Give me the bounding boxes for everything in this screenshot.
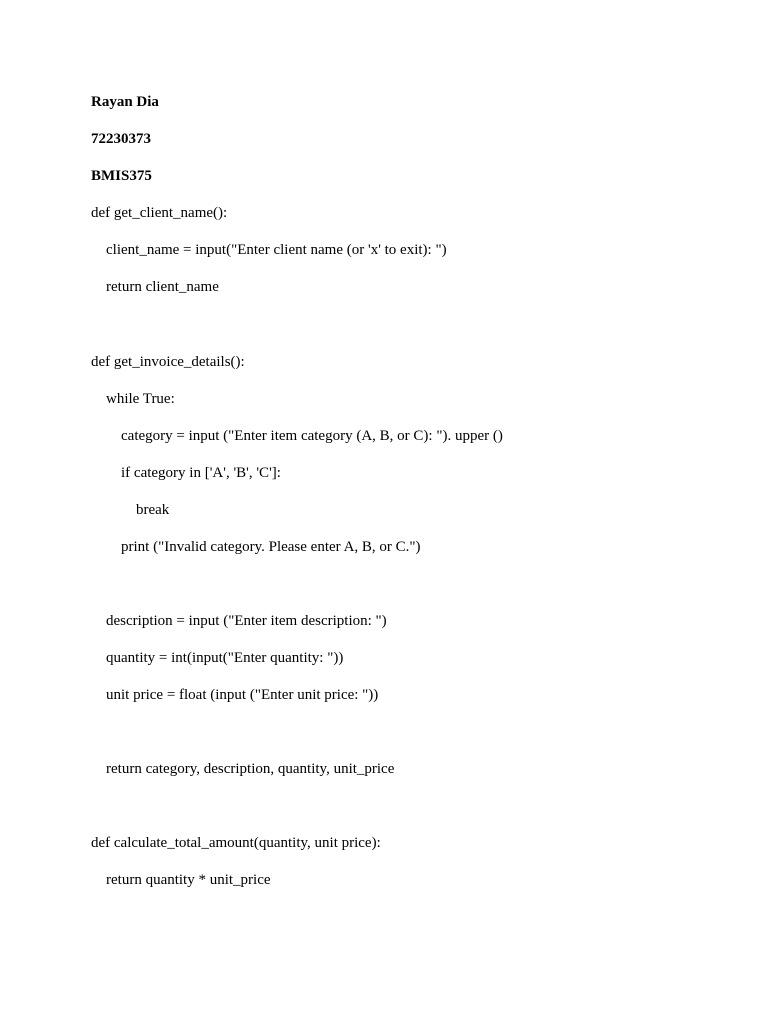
code-line: client_name = input("Enter client name (or 'x' to exit): ") xyxy=(106,242,447,258)
code-line: if category in ['A', 'B', 'C']: xyxy=(121,465,281,481)
course-code: BMIS375 xyxy=(91,168,152,184)
code-line: category = input ("Enter item category (A, B, or C): "). upper () xyxy=(121,428,503,444)
code-line: while True: xyxy=(106,391,175,407)
code-line: def calculate_total_amount(quantity, unit price): xyxy=(91,835,381,851)
code-line: description = input ("Enter item description: ") xyxy=(106,613,387,629)
author-name: Rayan Dia xyxy=(91,94,159,110)
code-line: quantity = int(input("Enter quantity: ")) xyxy=(106,650,344,666)
code-line: print ("Invalid category. Please enter A, B, or C.") xyxy=(121,539,421,555)
code-line: def get_invoice_details(): xyxy=(91,354,245,370)
code-line: return quantity * unit_price xyxy=(106,872,271,888)
code-line: def get_client_name(): xyxy=(91,205,228,221)
code-line: unit price = float (input ("Enter unit price: ")) xyxy=(106,687,379,703)
code-line: return category, description, quantity, unit_price xyxy=(106,761,395,777)
code-line: break xyxy=(136,502,170,518)
code-line: return client_name xyxy=(106,279,219,295)
student-id: 72230373 xyxy=(91,131,151,147)
